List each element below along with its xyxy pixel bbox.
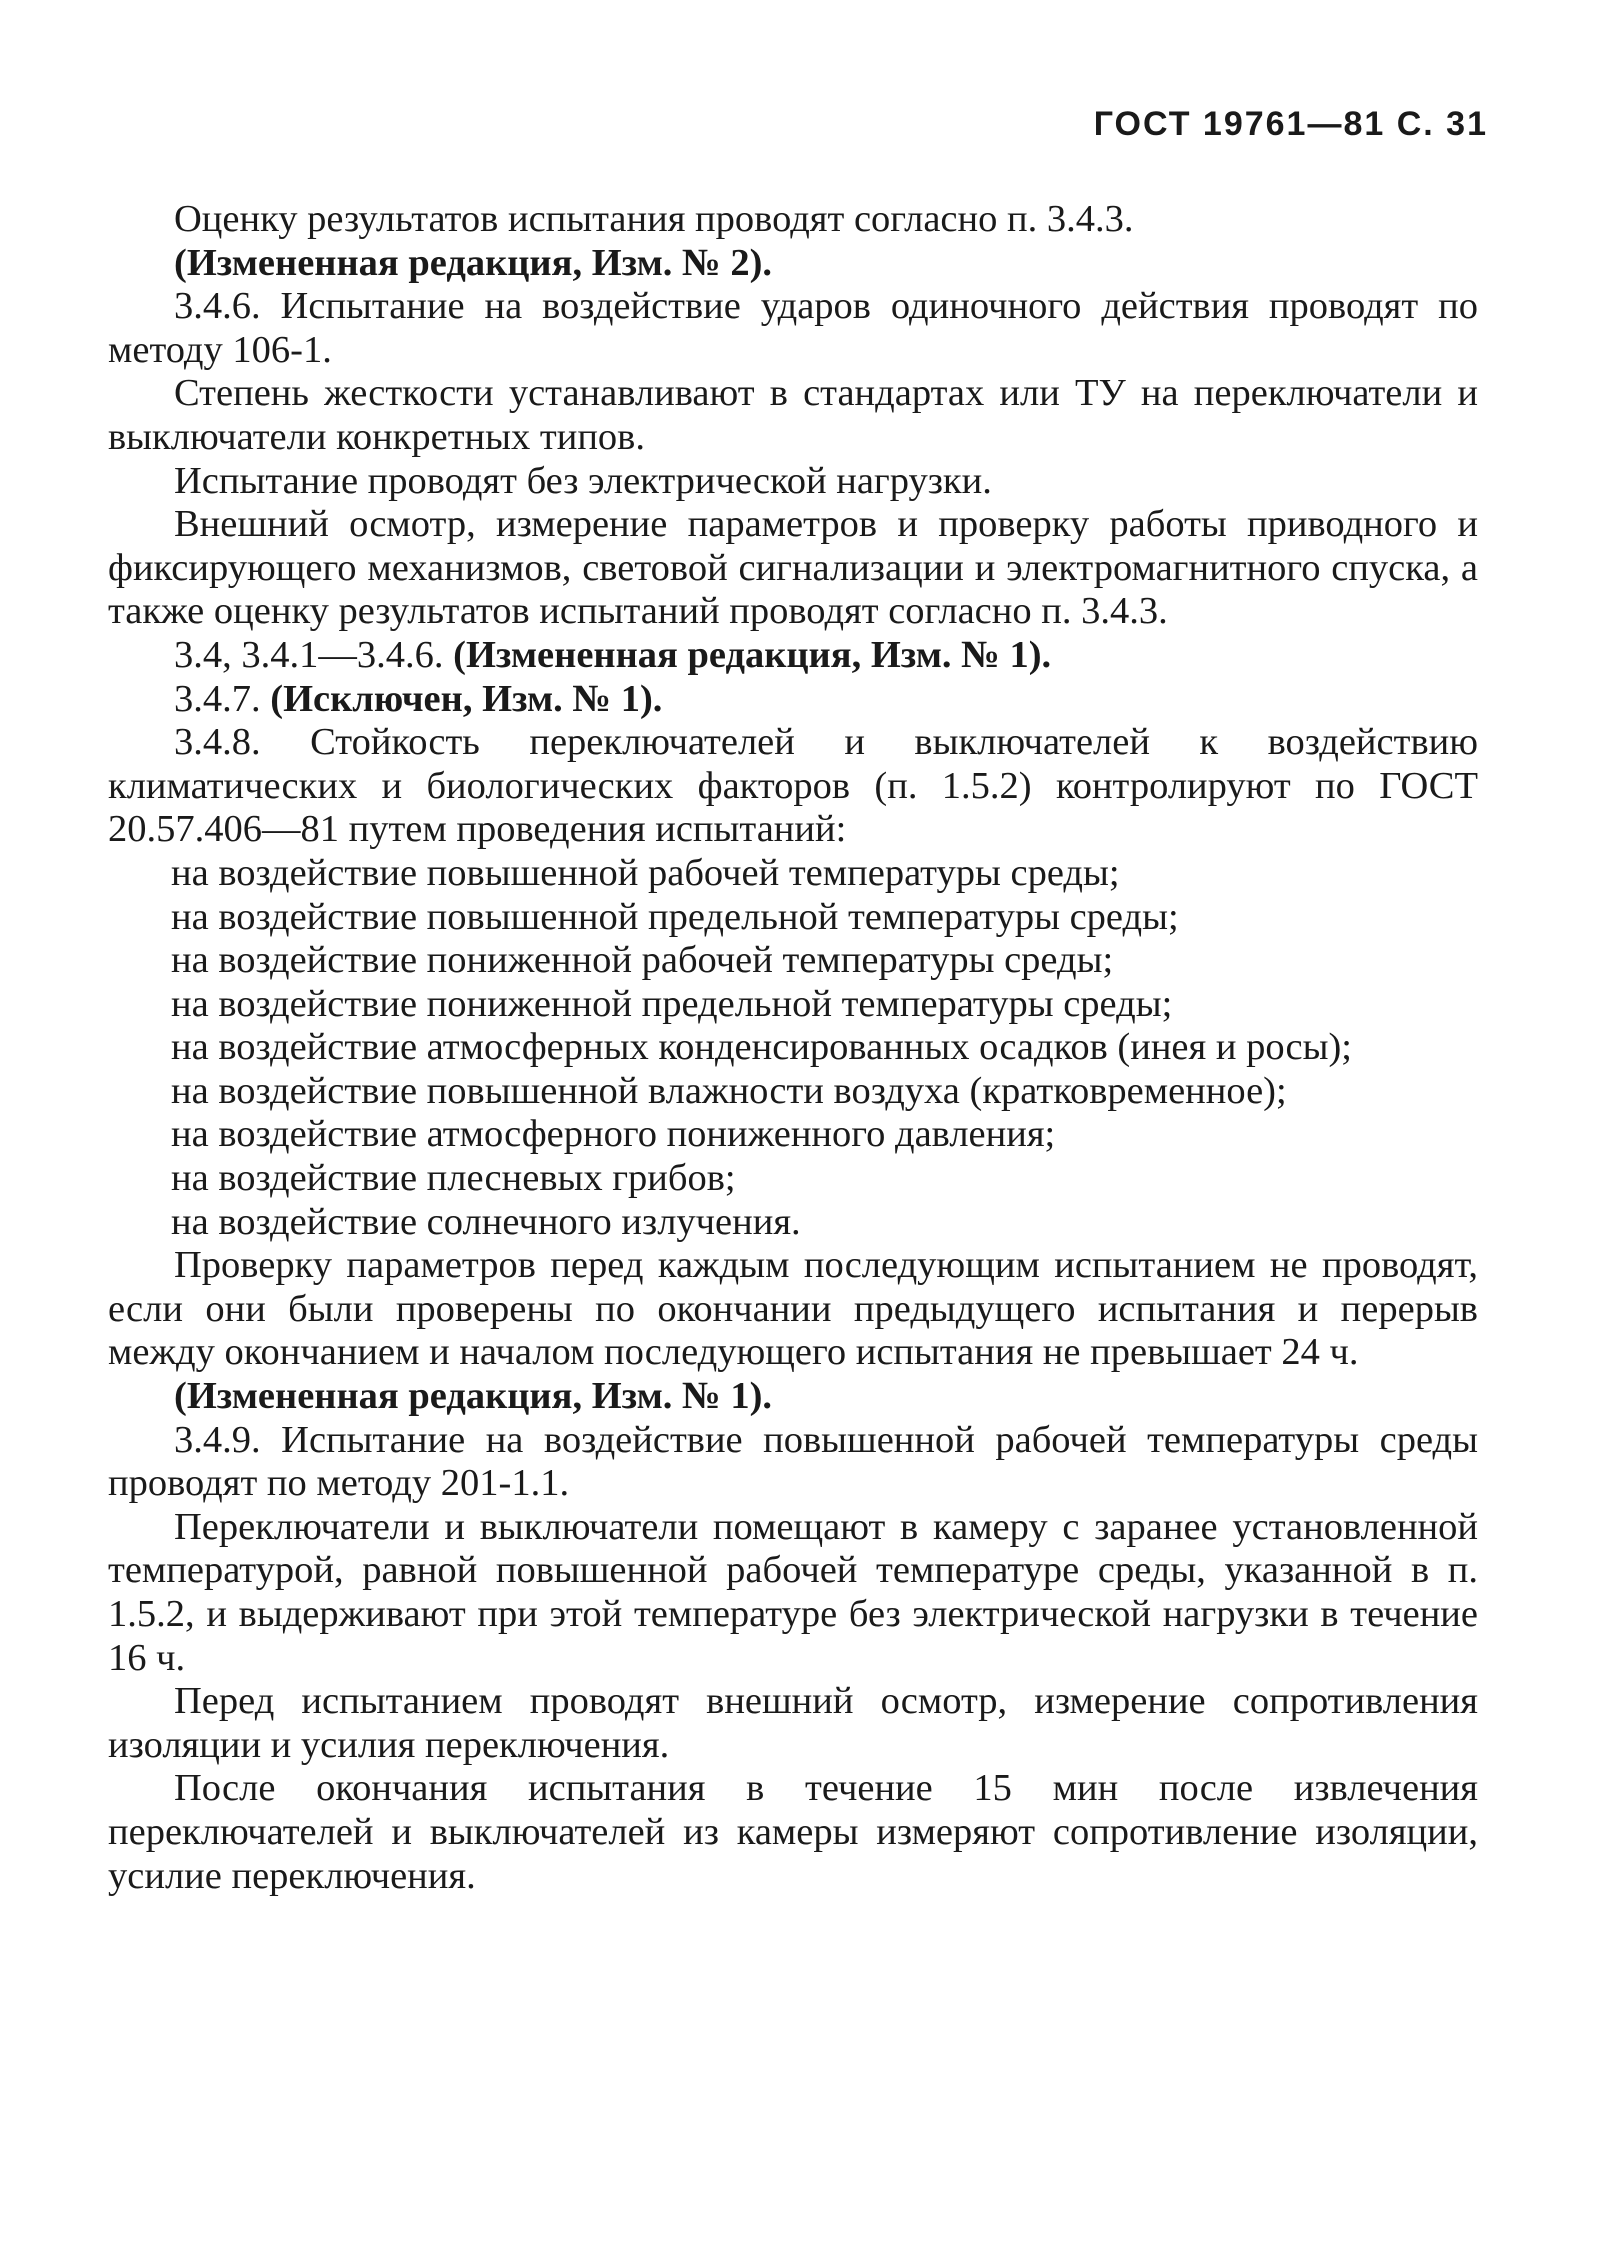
paragraph: 3.4.9. Испытание на воздействие повышенной рабочей температуры среды проводят по методу 201-1.1. [108, 1418, 1478, 1505]
paragraph: Внешний осмотр, измерение параметров и проверку работы приводного и фиксирующего механизмов, световой сигнализации и электромагнитного спуска, а также оценку результатов испытаний проводят согласно п. 3.4.3. [108, 503, 1478, 633]
list-item: на воздействие повышенной предельной температуры среды; [171, 895, 1179, 938]
amendment-note: (Измененная редакция, Изм. № 2). [174, 241, 773, 284]
paragraph: 3.4.8. Стойкость переключателей и выключателей к воздействию климатических и биологических факторов (п. 1.5.2) контролируют по ГОСТ 20.57.406—81 путем проведения испытаний: [108, 721, 1478, 851]
paragraph: Испытание проводят без электрической нагрузки. [174, 459, 992, 502]
paragraph: Перед испытанием проводят внешний осмотр, измерение сопротивления изоляции и усилия переключения. [108, 1680, 1478, 1766]
paragraph [108, 678, 1478, 722]
clause-ref: 3.4, 3.4.1—3.4.6. [174, 633, 454, 676]
list-item: на воздействие повышенной влажности воздуха (кратковременное); [171, 1069, 1287, 1112]
paragraph: Проверку параметров перед каждым последующим испытанием не проводят, если они были проверены по окончании предыдущего испытания и перерыв между окончанием и началом последующего испытания не превышает 24 ч. [108, 1244, 1478, 1374]
paragraph: Оценку результатов испытания проводят согласно п. 3.4.3. [174, 198, 1134, 240]
clause-ref: 3.4.7. [174, 677, 271, 720]
list-item: на воздействие плесневых грибов; [171, 1157, 736, 1200]
paragraph: 3.4.6. Испытание на воздействие ударов одиночного действия проводят по методу 106-1. [108, 285, 1478, 371]
paragraph: Степень жесткости устанавливают в стандартах или ТУ на переключатели и выключатели конкретных типов. [108, 372, 1478, 458]
list-item: на воздействие пониженной предельной температуры среды; [171, 982, 1173, 1025]
document-body [108, 198, 1478, 1898]
list-item: на воздействие пониженной рабочей температуры среды; [171, 939, 1114, 982]
paragraph [108, 634, 1478, 678]
list-item: на воздействие повышенной рабочей температуры среды; [171, 851, 1120, 894]
list-item: на воздействие солнечного излучения. [171, 1200, 801, 1243]
page-header: ГОСТ 19761—81 С. 31 [1093, 105, 1488, 143]
amendment-note: (Измененная редакция, Изм. № 1). [453, 633, 1052, 676]
paragraph: Переключатели и выключатели помещают в камеру с заранее установленной температурой, равной повышенной рабочей температуре среды, указанной в п. 1.5.2, и выдерживают при этой температуре без электрической нагрузки в течение 16 ч. [108, 1505, 1478, 1679]
amendment-note: (Измененная редакция, Изм. № 1). [174, 1375, 773, 1418]
amendment-note: (Исключен, Изм. № 1). [270, 677, 663, 720]
list-item: на воздействие атмосферных конденсированных осадков (инея и росы); [171, 1026, 1352, 1069]
list-item: на воздействие атмосферного пониженного давления; [171, 1113, 1056, 1156]
paragraph: После окончания испытания в течение 15 мин после извлечения переключателей и выключателей из камеры измеряют сопротивление изоляции, усилие переключения. [108, 1767, 1478, 1897]
